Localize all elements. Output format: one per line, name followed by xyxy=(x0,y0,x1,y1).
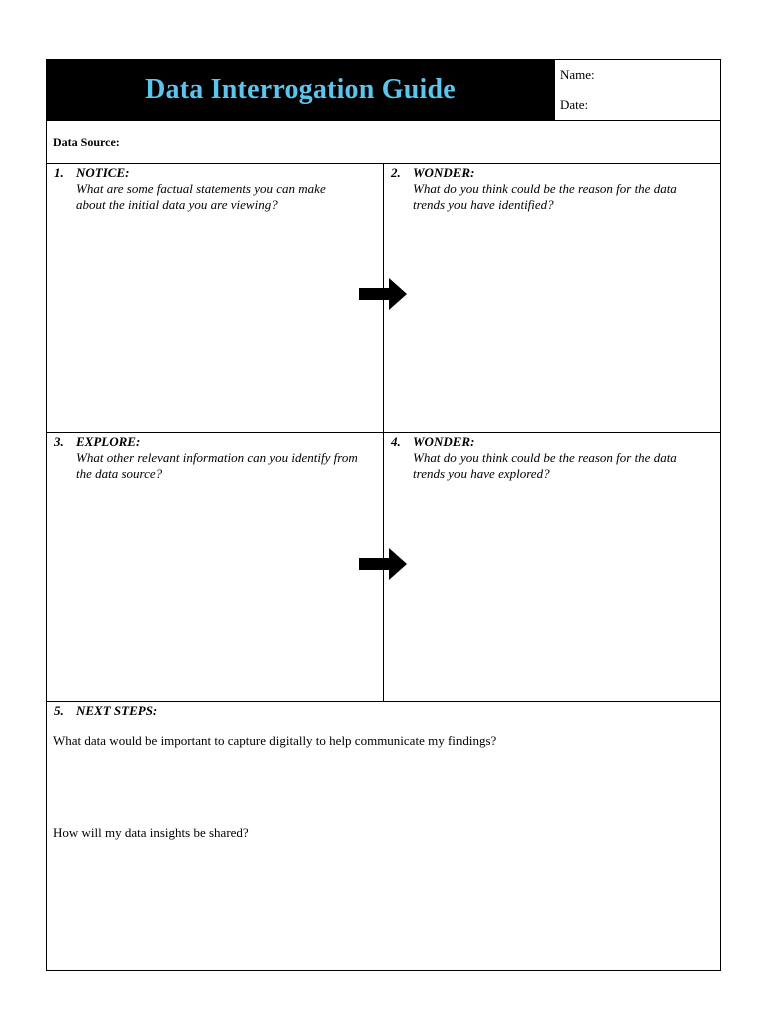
section-title: EXPLORE: xyxy=(76,434,141,449)
next-steps-question-1: What data would be important to capture digitally to help communicate my findings? xyxy=(53,733,497,748)
data-source-row xyxy=(47,121,720,164)
section-heading xyxy=(391,165,474,181)
section-heading xyxy=(54,434,140,450)
section-number: 2. xyxy=(391,165,401,180)
section-prompt: What do you think could be the reason for the data trends you have identified? xyxy=(413,181,677,212)
arrow-right-icon xyxy=(359,278,409,310)
section-prompt: What are some factual statements you can make about the initial data you are viewing? xyxy=(76,181,326,212)
section-heading xyxy=(391,434,474,450)
worksheet-header xyxy=(47,60,720,121)
section-number: 3. xyxy=(54,434,64,449)
section-number: 5. xyxy=(54,703,64,718)
section-title: WONDER: xyxy=(413,165,475,180)
section-next-steps xyxy=(47,702,720,970)
worksheet xyxy=(46,59,721,971)
section-wonder-2 xyxy=(384,433,720,702)
section-heading xyxy=(54,703,157,719)
section-notice xyxy=(47,164,384,433)
next-steps-question-2: How will my data insights be shared? xyxy=(53,825,249,840)
page-title: Data Interrogation Guide xyxy=(145,74,456,105)
section-wonder-1 xyxy=(384,164,720,433)
section-number: 1. xyxy=(54,165,64,180)
section-explore xyxy=(47,433,384,702)
section-heading xyxy=(54,165,129,181)
name-label: Name: xyxy=(560,67,595,82)
section-title: WONDER: xyxy=(413,434,475,449)
section-title: NOTICE: xyxy=(76,165,130,180)
data-source-label: Data Source: xyxy=(53,135,120,149)
section-number: 4. xyxy=(391,434,401,449)
section-prompt: What other relevant information can you identify from the data source? xyxy=(76,450,358,481)
title-banner xyxy=(47,60,554,120)
arrow-right-icon xyxy=(359,548,409,580)
section-title: NEXT STEPS: xyxy=(76,703,158,718)
section-prompt: What do you think could be the reason for the data trends you have explored? xyxy=(413,450,677,481)
date-label: Date: xyxy=(560,97,589,112)
name-date-box xyxy=(554,60,720,120)
